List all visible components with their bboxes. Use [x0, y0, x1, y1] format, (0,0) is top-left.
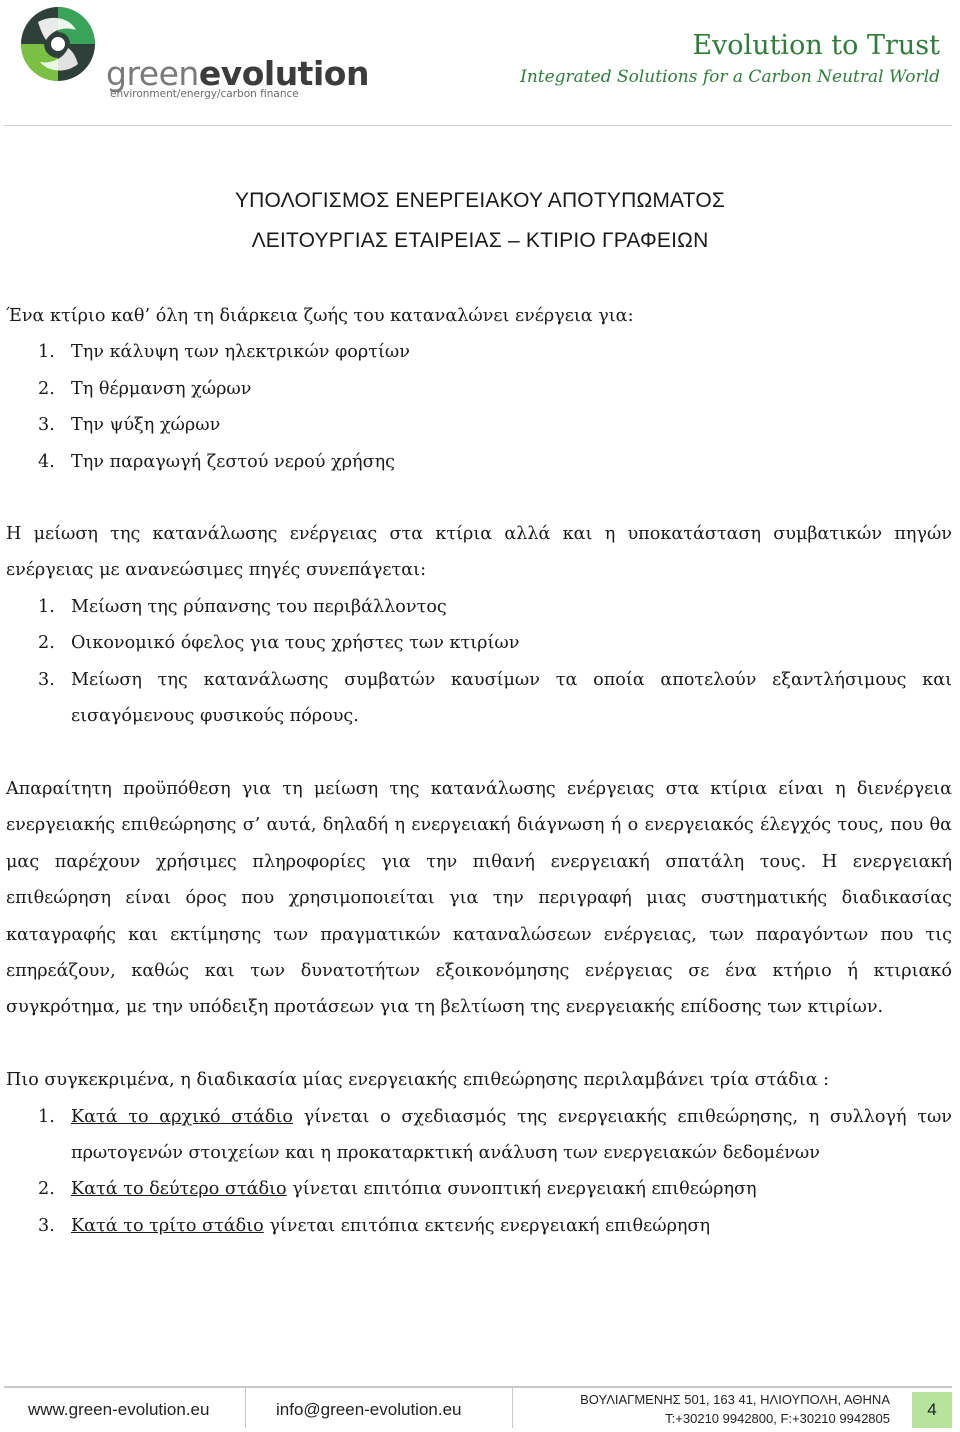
contact-address [540, 1390, 890, 1428]
logo-word-evolution: evolution [198, 54, 369, 93]
list-item [38, 1208, 952, 1244]
email-link[interactable]: info@green-evolution.eu [276, 1400, 462, 1419]
list-number: 3. [38, 1216, 55, 1236]
list-item [38, 589, 952, 625]
list-text: Την ψύξη χώρων [71, 415, 221, 435]
stage-description: γίνεται επιτόπια συνοπτική ενεργειακή επιθεώρηση [286, 1179, 757, 1199]
list-number: 3. [38, 670, 55, 690]
list-item [38, 334, 952, 370]
list-text: Οικονομικό όφελος για τους χρήστες των κτιρίων [71, 633, 520, 653]
stage-lead: Κατά το τρίτο στάδιο [71, 1216, 264, 1236]
slogan-subtitle: Integrated Solutions for a Carbon Neutral World [520, 67, 940, 87]
list-number: 1. [38, 1107, 55, 1127]
list-text [71, 1208, 952, 1244]
slogan-title: Evolution to Trust [692, 30, 940, 61]
stage-lead: Κατά το δεύτερο στάδιο [71, 1179, 287, 1199]
list-number: 2. [38, 379, 55, 399]
list-item [38, 625, 952, 661]
page-footer [0, 1386, 960, 1432]
website-link[interactable]: www.green-evolution.eu [28, 1400, 210, 1419]
list-text: Την κάλυψη των ηλεκτρικών φορτίων [71, 342, 410, 362]
stage-description: γίνεται επιτόπια εκτενής ενεργειακή επιθεώρηση [263, 1216, 711, 1236]
list-item [38, 371, 952, 407]
list-text: Την παραγωγή ζεστού νερού χρήσης [71, 452, 395, 472]
document-title-line2: ΛΕΙΤΟΥΡΓΙΑΣ ΕΤΑΙΡΕΙΑΣ – ΚΤΙΡΙΟ ΓΡΑΦΕΙΩΝ [251, 229, 709, 252]
company-logo [18, 4, 369, 104]
list-text: Τη θέρμανση χώρων [71, 379, 252, 399]
footer-separator [245, 1388, 246, 1428]
page-header [0, 0, 960, 128]
header-slogan [520, 30, 940, 87]
paragraph-energy-audit: Απαραίτητη προϋπόθεση για τη μείωση της κατανάλωσης ενέργειας στα κτίρια είναι η διενέργεια ενεργειακής επιθεώρησης σ’ αυτά, δηλαδή η ενεργειακή διάγνωση ή ο ενεργειακός έλεγχός τους, που θα μας παρέχουν χρήσιμες πληροφορίες για την πιθανή ενεργειακή σπατάλη τους. Η ενεργειακή επιθεώρηση είναι όρος που χρησιμοποιείται για την περιγραφή μιας συστηματικής διαδικασίας καταγραφής και εκτίμησης των πραγματικών καταναλώσεων ενέργειας, των παραγόντων που τις επηρεάζουν, καθώς και των δυνατοτήτων εξοικονόμησης ενέργειας σε ένα κτήριο ή κτιριακό συγκρότημα, με την υπόδειξη προτάσεων για τη βελτίωση της ενεργειακής επίδοσης των κτιρίων. [6, 779, 952, 1018]
list-item [38, 407, 952, 443]
list-text: Μείωση της κατανάλωσης συμβατών καυσίμων τα οποία αποτελούν εξαντλήσιμους και εισαγόμενους φυσικούς πόρους. [71, 670, 952, 727]
header-divider [4, 125, 952, 126]
intro-paragraph: Ένα κτίριο καθ’ όλη τη διάρκεια ζωής του καταναλώνει ενέργεια για: [6, 306, 634, 326]
stage-description: γίνεται ο σχεδιασμός της ενεργειακής επιθεώρησης, η συλλογή των πρωτογενών στοιχείων και η προκαταρκτική ανάλυση των ενεργειακών δεδομένων [71, 1107, 953, 1164]
logo-mark-icon [18, 4, 98, 84]
phone-line: T:+30210 9942800, F:+30210 9942805 [665, 1411, 890, 1426]
list-number: 4. [38, 452, 55, 472]
list-number: 2. [38, 1179, 55, 1199]
list-item [38, 1171, 952, 1207]
list-item [38, 1099, 952, 1172]
list-item [38, 444, 952, 480]
list-text: Μείωση της ρύπανσης του περιβάλλοντος [71, 597, 447, 617]
paragraph-stages-intro: Πιο συγκεκριμένα, η διαδικασία μίας ενεργειακής επιθεώρησης περιλαμβάνει τρία στάδια : [6, 1070, 830, 1090]
logo-word-green: green [106, 54, 199, 93]
page-number-badge: 4 [912, 1392, 952, 1428]
paragraph-benefits: Η μείωση της κατανάλωσης ενέργειας στα κτίρια αλλά και η υποκατάσταση συμβατικών πηγών ενέργειας με ανανεώσιμες πηγές συνεπάγεται: [6, 524, 952, 581]
list-text [71, 1171, 952, 1207]
logo-tagline: environment/energy/carbon finance [110, 88, 299, 100]
list-item [38, 662, 952, 735]
address-line: ΒΟΥΛΙΑΓΜΕΝΗΣ 501, 163 41, ΗΛΙΟΥΠΟΛΗ, ΑΘΗΝΑ [580, 1392, 890, 1407]
list-number: 3. [38, 415, 55, 435]
list-number: 1. [38, 597, 55, 617]
document-title-line1: ΥΠΟΛΟΓΙΣΜΟΣ ΕΝΕΡΓΕΙΑΚΟΥ ΑΠΟΤΥΠΩΜΑΤΟΣ [234, 189, 726, 212]
list-number: 1. [38, 342, 55, 362]
footer-separator [512, 1388, 513, 1428]
footer-divider [4, 1386, 952, 1388]
list-number: 2. [38, 633, 55, 653]
list-text [71, 1099, 952, 1172]
stage-lead: Κατά το αρχικό στάδιο [71, 1107, 294, 1127]
